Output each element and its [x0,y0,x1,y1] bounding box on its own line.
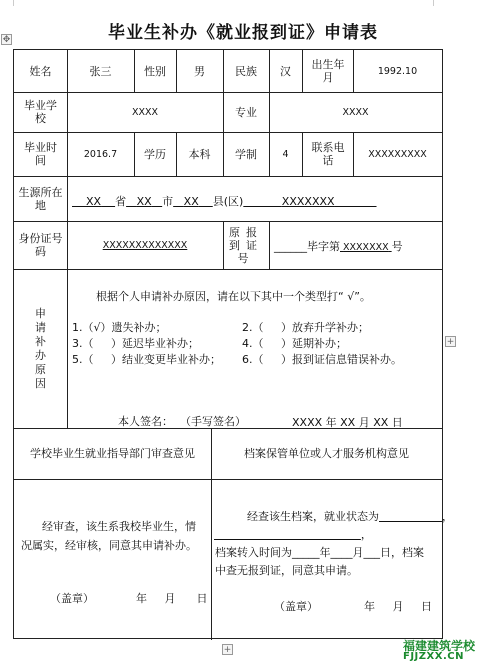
name-label: 姓名 [29,64,52,78]
school-opinion-line-1: 经审查，该生系我校毕业生，情 [42,520,196,533]
archive-opinion-underline: ， [360,528,372,541]
form-title: 毕业生补办《就业报到证》申请表 [108,23,378,43]
school-label: 毕业学校 [24,99,57,125]
reason-option-4[interactable]: 4.（ ）延期补办； [242,337,347,350]
archive-seal: （盖章） [274,600,318,613]
archive-date: 年 月 日 [364,600,432,613]
school-seal: （盖章） [50,592,94,605]
reason-option-5[interactable]: 5.（ ）结业变更毕业补办； [72,353,221,366]
ethnic-label: 民族 [235,64,257,78]
birth-label: 出生年月 [311,58,345,84]
watermark-url: FJJZXX.CN [403,651,464,662]
id-value: XXXXXXXXXXXXX [102,239,188,251]
school-opinion-title: 学校毕业生就业指导部门审查意见 [30,447,195,460]
origin-label: 生源所在地 [18,185,63,212]
school-opinion-line-2: 况属实，经审核，同意其申请补办。 [21,539,197,552]
gender-label: 性别 [144,64,166,78]
id-label: 身份证号码 [18,232,63,258]
reason-option-3[interactable]: 3.（ ）延迟毕业补办； [72,337,199,350]
watermark-text: 福建建筑学校 [403,639,476,653]
major-value: XXXX [342,106,369,118]
signature-line: 本人签名： （手写签名） [118,415,246,428]
reason-label: 申请补办原因 [35,306,46,390]
gender-value: 男 [194,64,205,78]
name-value: 张三 [89,64,112,78]
birth-value: 1992.10 [377,65,418,77]
phone-label: 联系电话 [311,141,345,167]
add-column-handle[interactable]: + [446,337,455,347]
application-form-table [13,49,453,639]
archive-opinion-line-1: 经查该生档案，就业状态为 ， [247,510,453,523]
page-margin-mark [13,0,14,6]
origin-address: XX 省 XX 市 XX 县(区) XXXXXXX [86,195,335,208]
ethnic-value: 汉 [280,64,291,78]
page-margin-mark [433,0,434,6]
archive-opinion-line-3: 中查无报到证，同意其申请。 [215,564,358,577]
school-value: XXXX [131,106,159,118]
check-mark: √ [93,321,101,334]
archive-opinion-line-2: 档案转入时间为_____年____月___日，档案 [215,546,424,559]
table-move-handle[interactable]: ✥ [2,35,11,45]
add-row-handle[interactable]: + [223,645,232,655]
reason-option-2[interactable]: 2.（ ）放弃升学补办； [242,321,369,334]
reason-option-1[interactable]: 1.（√）遗失补办； [72,321,167,334]
gradtime-value: 2016.7 [83,148,118,160]
system-value: 4 [282,148,289,160]
gradtime-label: 毕业时间 [24,141,57,167]
education-label: 学历 [144,147,166,161]
system-label: 学制 [235,147,257,161]
reason-option-6[interactable]: 6.（ ）报到证信息错误补办。 [242,353,402,366]
major-label: 专业 [235,105,257,119]
education-value: 本科 [188,147,211,161]
original-no-label: 原报到证号 [229,225,263,265]
school-date: 年 月 日 [136,592,208,605]
phone-value: XXXXXXXXX [368,148,427,160]
signature-date: XXXX 年 XX 月 XX 日 [292,416,403,429]
reason-intro: 根据个人申请补办原因，请在以下其中一个类型打“ √”。 [96,290,371,303]
original-no-value: ______毕字第 XXXXXXX 号 [274,240,403,253]
archive-opinion-title: 档案保管单位或人才服务机构意见 [244,447,409,460]
